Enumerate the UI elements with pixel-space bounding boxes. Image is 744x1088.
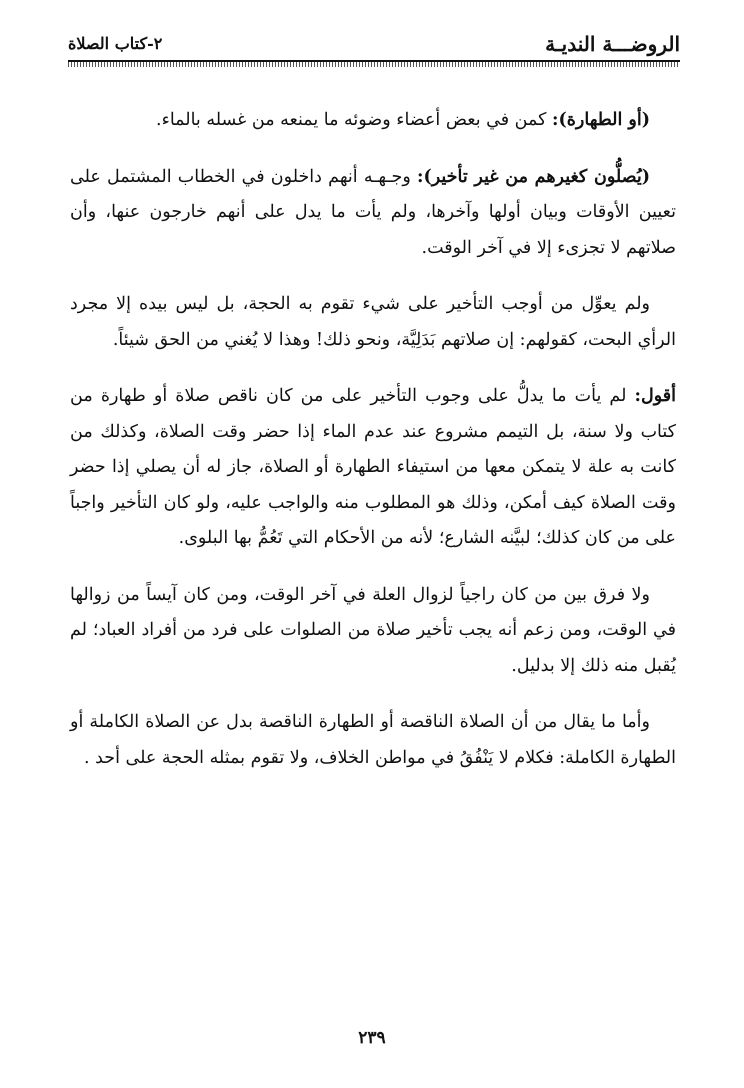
header-divider (68, 60, 680, 67)
chapter-title: ٢-كتاب الصلاة (68, 34, 163, 53)
running-header (68, 30, 680, 58)
paragraph-3-text: ولم يعوِّل من أوجب التأخير على شيء تقوم به الحجة، بل ليس بيده إلا مجرد الرأي البحت، كقولهم: إن صلاتهم بَدَلِيَّة، ونحو ذلك! وهذا لا يُغني من الحق شيئاً. (70, 294, 676, 350)
paragraph-5 (70, 578, 676, 685)
paragraph-2 (70, 160, 676, 267)
page-number: ٢٣٩ (358, 1028, 386, 1048)
page-body (70, 103, 676, 797)
paragraph-6-text: وأما ما يقال من أن الصلاة الناقصة أو الطهارة الناقصة بدل عن الصلاة الكاملة أو الطهارة الكاملة: فكلام لا يَنْفُقُ في مواطن الخلاف، ولا تقوم بمثله الحجة على أحد . (70, 712, 676, 768)
paragraph-4-text: لم يأت ما يدلُّ على وجوب التأخير على من كان ناقص صلاة أو طهارة من كتاب ولا سنة، بل التيمم مشروع عند عدم الماء إذا حضر وقت الصلاة، وكذلك من كانت به علة لا يتمكن معها من استيفاء الطهارة أو الصلاة، جاز له أن يصلي إذا حضر وقت الصلاة كيف أمكن، وذلك هو المطلوب منه والواجب عليه، ولو كان التأخير واجباً على من كان كذلك؛ لبيَّنه الشارع؛ لأنه من الأحكام التي تَعُمُّ بها البلوى. (70, 386, 676, 548)
paragraph-1-text: كمن في بعض أعضاء وضوئه ما يمنعه من غسله بالماء. (156, 110, 552, 130)
paragraph-5-text: ولا فرق بين من كان راجياً لزوال العلة في آخر الوقت، ومن كان آيساً من زوالها في الوقت، ومن زعم أنه يجب تأخير صلاة من الصلوات على فرد من أفراد العباد؛ لم يُقبل منه ذلك إلا بدليل. (70, 584, 676, 676)
paragraph-3 (70, 287, 676, 358)
paragraph-4 (70, 379, 676, 557)
paragraph-2-text: وجـهـه أنهم داخلون في الخطاب المشتمل على تعيين الأوقات وبيان أولها وآخرها، ولم يأت ما يدل على أنهم خارجون عنها، وأن صلاتهم لا تجزىء إلا في آخر الوقت. (70, 166, 676, 258)
paragraph-1-lead: (أو الطهارة): (552, 110, 650, 130)
book-title: الروضـــة النديـة (545, 32, 680, 56)
paragraph-1 (70, 103, 676, 139)
paragraph-6 (70, 705, 676, 776)
paragraph-2-lead: (يُصلُّون كغيرهم من غير تأخير): (417, 166, 651, 187)
paragraph-4-lead: أقول: (634, 386, 676, 406)
